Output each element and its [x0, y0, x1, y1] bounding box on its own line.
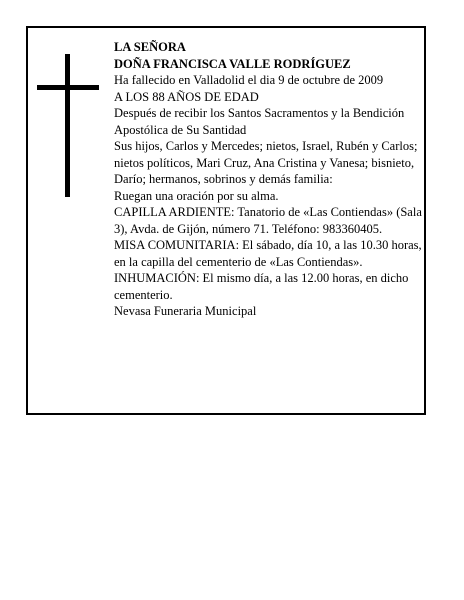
obituary-text — [114, 39, 426, 320]
burial-line: INHUMACIÓN: El mismo día, a las 12.00 horas, en dicho cementerio. — [114, 271, 409, 302]
deceased-name: DOÑA FRANCISCA VALLE RODRÍGUEZ — [114, 56, 351, 71]
prayer-line: Ruegan una oración por su alma. — [114, 188, 279, 203]
death-line: Ha fallecido en Valladolid el dia 9 de octubre de 2009 — [114, 73, 384, 87]
mass-line: MISA COMUNITARIA: El sábado, día 10, a las 10.30 horas, en la capilla del cementerio de «Las Contiendas». — [114, 238, 422, 269]
cross-icon — [37, 54, 99, 197]
family-line: Sus hijos, Carlos y Mercedes; nietos, Israel, Rubén y Carlos; nietos políticos, Mari Cruz, Ana Cristina y Vanesa; bisnieto, Darío; hermanos, sobrinos y demás familia: — [114, 139, 418, 186]
chapel-line: CAPILLA ARDIENTE: Tanatorio de «Las Contiendas» (Sala 3), Avda. de Gijón, número 71. Teléfono: 983360405. — [114, 205, 422, 236]
funeral-home: Nevasa Funeraria Municipal — [114, 304, 257, 318]
age-line: A LOS 88 AÑOS DE EDAD — [114, 89, 259, 104]
notice-title: LA SEÑORA — [114, 40, 186, 54]
sacraments-line: Después de recibir los Santos Sacramentos y la Bendición Apostólica de Su Santidad — [114, 106, 405, 137]
